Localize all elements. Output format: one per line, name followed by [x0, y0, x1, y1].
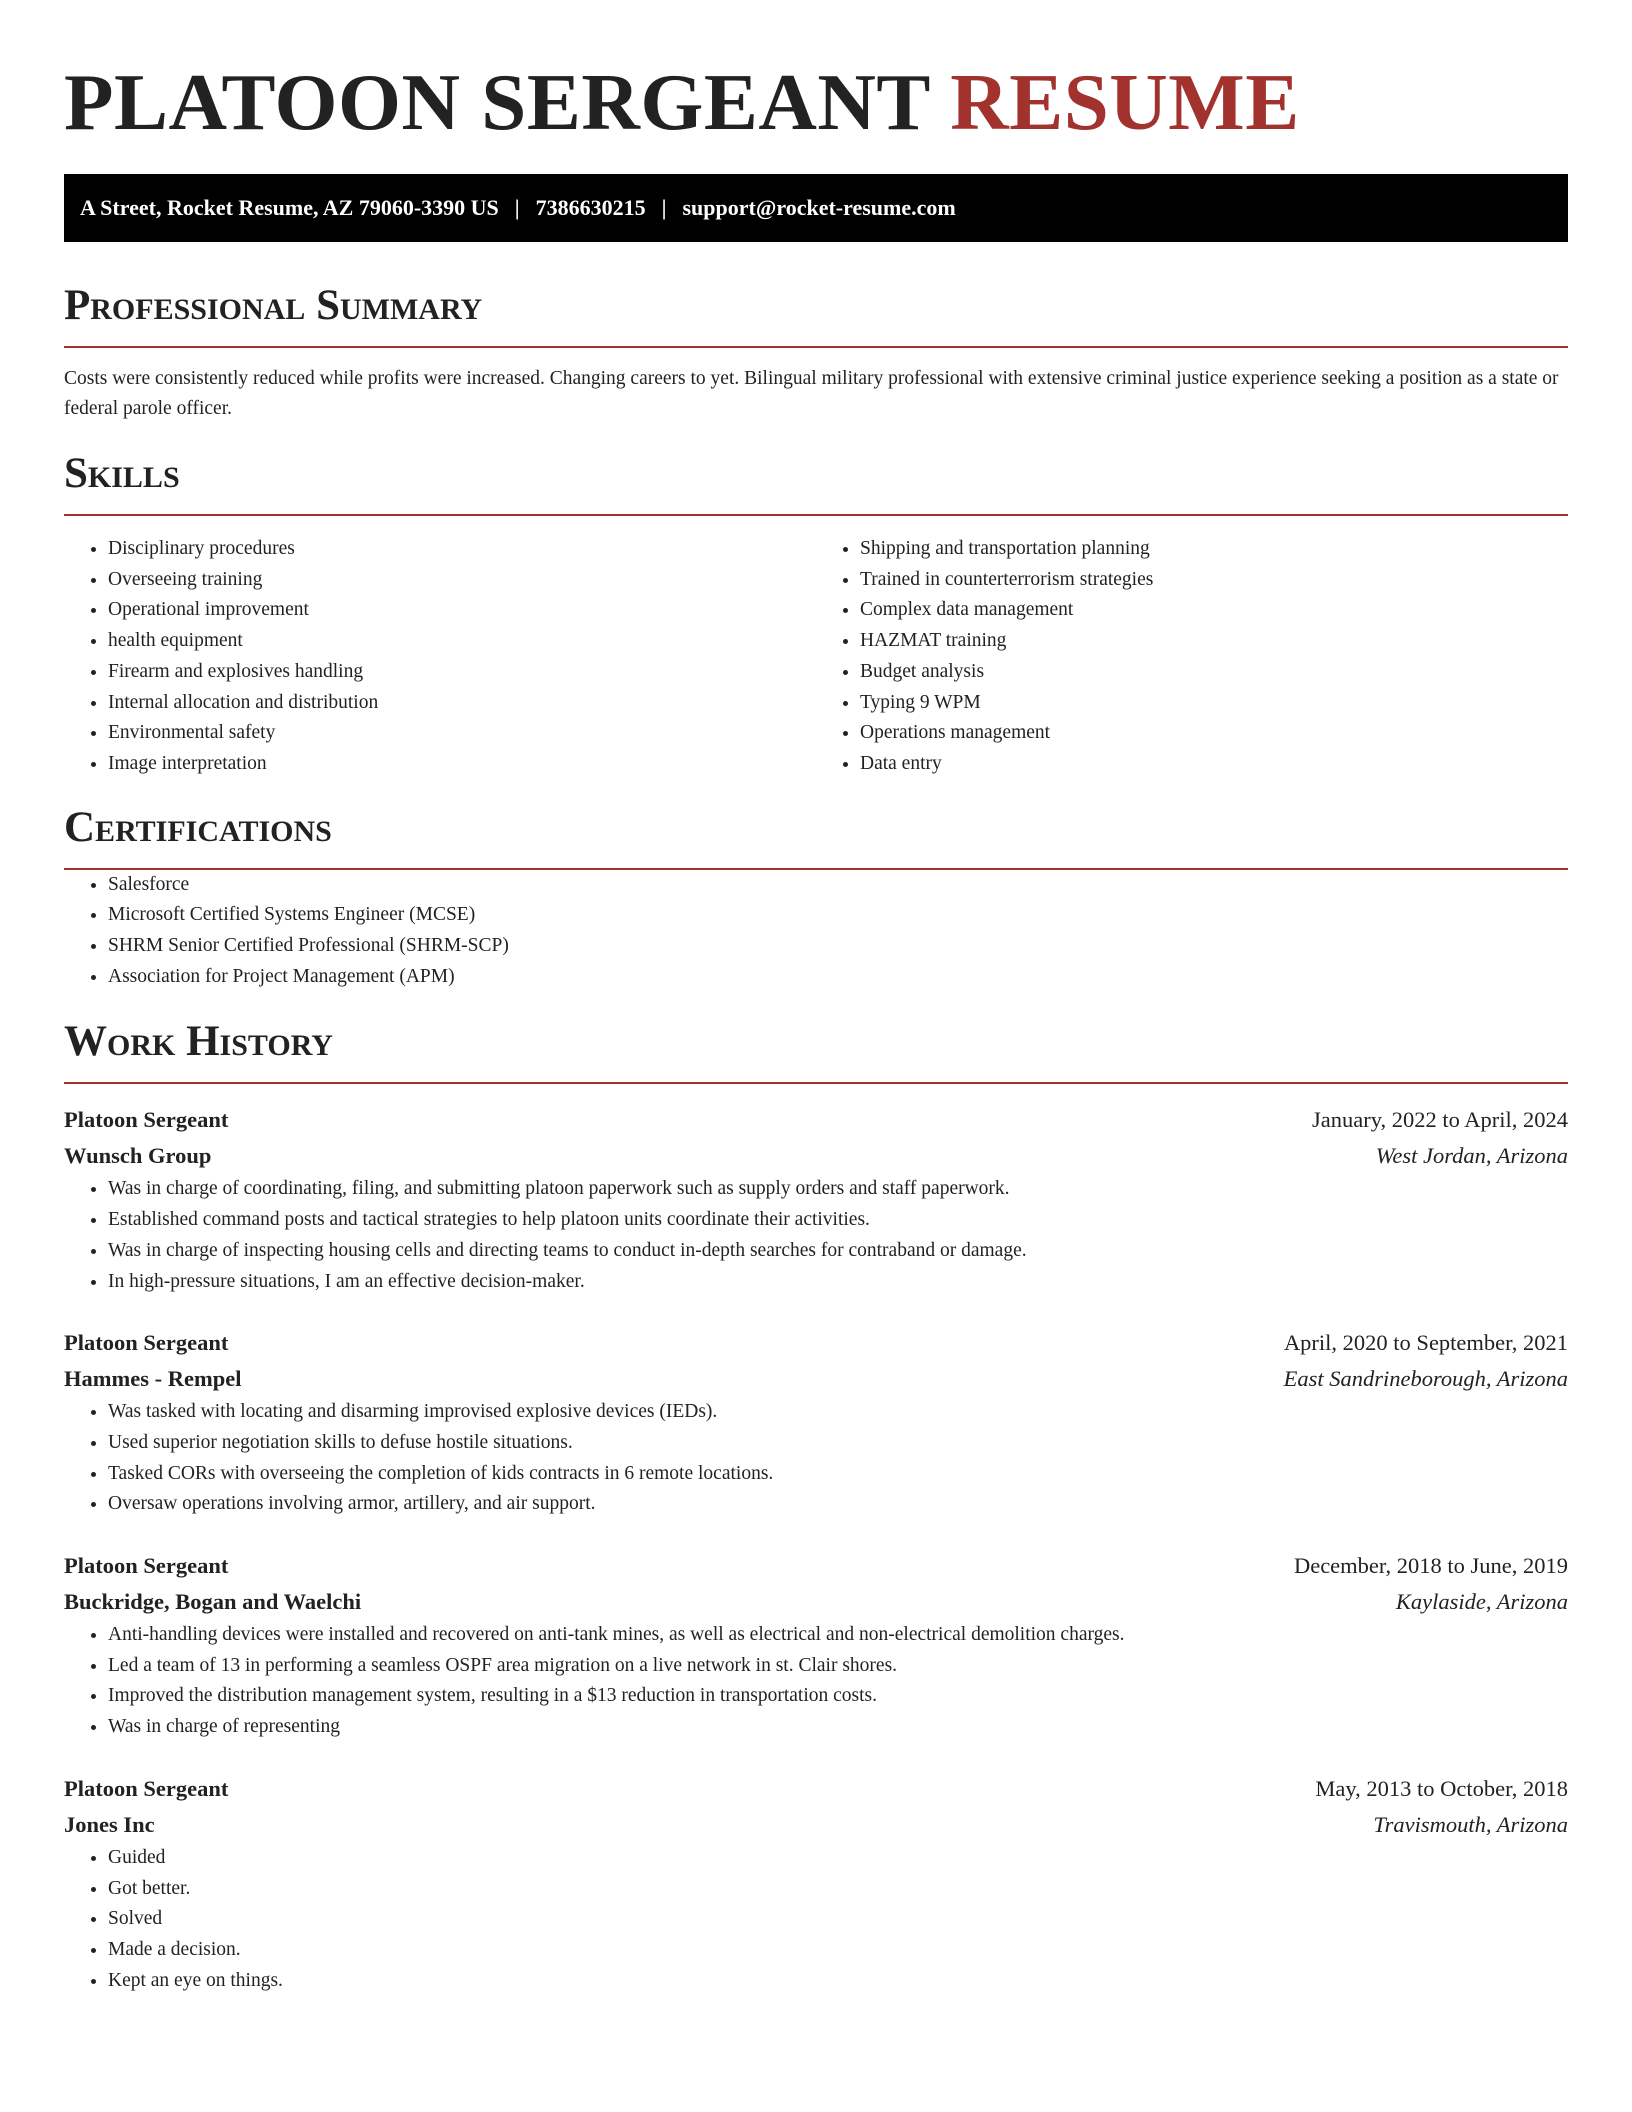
- job-duties: [64, 1843, 1568, 1997]
- skill-item: • Shipping and transportation planning: [860, 534, 1568, 565]
- contact-address: A Street, Rocket Resume, AZ 79060-3390 US: [80, 195, 499, 220]
- job-header: [64, 1325, 1568, 1361]
- job-duties: [64, 1174, 1568, 1297]
- contact-separator: |: [514, 195, 520, 220]
- job-entry: [64, 1325, 1568, 1520]
- skill-item: • Complex data management: [860, 595, 1568, 626]
- job-duty-item: • Solved: [108, 1904, 1568, 1935]
- section-title-work-history: Work History: [64, 1018, 333, 1066]
- job-entry: [64, 1548, 1568, 1743]
- skill-item: • Trained in counterterrorism strategies: [860, 565, 1568, 596]
- certification-item: • Salesforce: [108, 870, 1568, 901]
- job-dates: April, 2020 to September, 2021: [1283, 1330, 1568, 1356]
- job-duties: [64, 1397, 1568, 1520]
- job-subheader: [64, 1807, 1568, 1843]
- contact-email: support@rocket-resume.com: [682, 195, 956, 220]
- job-header: [64, 1771, 1568, 1807]
- certifications-section: [64, 802, 1568, 993]
- job-duty-item: • Was tasked with locating and disarming improvised explosive devices (IEDs).: [108, 1397, 1568, 1428]
- section-title-summary: Professional Summary: [64, 282, 483, 329]
- section-divider: [64, 514, 1568, 516]
- job-title: Platoon Sergeant: [64, 1553, 229, 1579]
- job-dates: May, 2013 to October, 2018: [1315, 1775, 1568, 1801]
- job-title: Platoon Sergeant: [64, 1330, 229, 1356]
- job-dates: January, 2022 to April, 2024: [1311, 1107, 1568, 1133]
- job-location: Kaylaside, Arizona: [1395, 1589, 1568, 1615]
- certification-item: • Microsoft Certified Systems Engineer (MCSE): [108, 900, 1568, 931]
- job-duty-item: • Oversaw operations involving armor, artillery, and air support.: [108, 1489, 1568, 1520]
- section-title-skills: Skills: [64, 450, 180, 497]
- skill-item: • HAZMAT training: [860, 626, 1568, 657]
- job-location: West Jordan, Arizona: [1375, 1143, 1568, 1169]
- job-header: [64, 1548, 1568, 1584]
- job-duty-item: • Tasked CORs with overseeing the completion of kids contracts in 6 remote locations.: [108, 1459, 1568, 1490]
- certification-item: • SHRM Senior Certified Professional (SHRM-SCP): [108, 931, 1568, 962]
- skill-item: • Operational improvement: [108, 595, 816, 626]
- job-duty-item: • Kept an eye on things.: [108, 1966, 1568, 1997]
- section-divider: [64, 346, 1568, 348]
- skill-item: • Internal allocation and distribution: [108, 688, 816, 719]
- job-duty-item: • Used superior negotiation skills to defuse hostile situations.: [108, 1428, 1568, 1459]
- job-entry: [64, 1771, 1568, 1997]
- job-title: Platoon Sergeant: [64, 1107, 229, 1133]
- certifications-list: [64, 870, 1568, 993]
- job-duty-item: • Anti-handling devices were installed and recovered on anti-tank mines, as well as electrical and non-electrical demolition charges.: [108, 1620, 1568, 1651]
- work-history-section: [64, 1016, 1568, 1996]
- job-title: Platoon Sergeant: [64, 1775, 229, 1801]
- contact-phone: 7386630215: [535, 195, 646, 220]
- job-company: Jones Inc: [64, 1811, 155, 1837]
- job-location: Travismouth, Arizona: [1373, 1811, 1568, 1837]
- resume-title: [64, 56, 1568, 148]
- skills-grid: [64, 534, 1568, 780]
- skills-list-right: [816, 534, 1568, 780]
- job-company: Hammes - Rempel: [64, 1366, 242, 1392]
- job-subheader: [64, 1361, 1568, 1397]
- skill-item: • health equipment: [108, 626, 816, 657]
- job-duty-item: • Got better.: [108, 1874, 1568, 1905]
- job-header: [64, 1102, 1568, 1138]
- skill-item: • Firearm and explosives handling: [108, 657, 816, 688]
- certification-item: • Association for Project Management (APM): [108, 962, 1568, 993]
- job-duty-item: • Established command posts and tactical strategies to help platoon units coordinate their activities.: [108, 1205, 1568, 1236]
- job-duty-item: • In high-pressure situations, I am an effective decision-maker.: [108, 1267, 1568, 1298]
- job-duty-item: • Led a team of 13 in performing a seamless OSPF area migration on a live network in st. Clair shores.: [108, 1651, 1568, 1682]
- contact-bar: [64, 174, 1568, 242]
- summary-text: Costs were consistently reduced while profits were increased. Changing careers to yet. Bilingual military professional with extensive criminal justice experience seeking a position as a state or federal parole officer.: [64, 368, 1559, 419]
- skills-list-left: [64, 534, 816, 780]
- skill-item: • Image interpretation: [108, 749, 816, 780]
- job-company: Buckridge, Bogan and Waelchi: [64, 1589, 362, 1615]
- job-duty-item: • Was in charge of representing: [108, 1712, 1568, 1743]
- skill-item: • Operations management: [860, 718, 1568, 749]
- title-accent: RESUME: [950, 57, 1300, 147]
- skill-item: • Environmental safety: [108, 718, 816, 749]
- job-subheader: [64, 1584, 1568, 1620]
- job-duty-item: • Was in charge of inspecting housing cells and directing teams to conduct in-depth searches for contraband or damage.: [108, 1236, 1568, 1267]
- skills-section: [64, 448, 1568, 780]
- summary-section: [64, 280, 1568, 424]
- section-divider: [64, 1082, 1568, 1084]
- job-entry: [64, 1102, 1568, 1297]
- skill-item: • Disciplinary procedures: [108, 534, 816, 565]
- job-duty-item: • Made a decision.: [108, 1935, 1568, 1966]
- section-title-certifications: Certifications: [64, 803, 332, 851]
- job-subheader: [64, 1138, 1568, 1174]
- skill-item: • Budget analysis: [860, 657, 1568, 688]
- job-duties: [64, 1620, 1568, 1743]
- job-duty-item: • Was in charge of coordinating, filing, and submitting platoon paperwork such as supply orders and staff paperwork.: [108, 1174, 1568, 1205]
- job-company: Wunsch Group: [64, 1143, 212, 1169]
- title-main: PLATOON SERGEANT: [64, 57, 930, 147]
- job-dates: December, 2018 to June, 2019: [1293, 1553, 1568, 1579]
- job-duty-item: • Improved the distribution management system, resulting in a $13 reduction in transportation costs.: [108, 1681, 1568, 1712]
- job-duty-item: • Guided: [108, 1843, 1568, 1874]
- contact-separator: |: [661, 195, 667, 220]
- skill-item: • Typing 9 WPM: [860, 688, 1568, 719]
- skill-item: • Data entry: [860, 749, 1568, 780]
- skill-item: • Overseeing training: [108, 565, 816, 596]
- job-location: East Sandrineborough, Arizona: [1283, 1366, 1568, 1392]
